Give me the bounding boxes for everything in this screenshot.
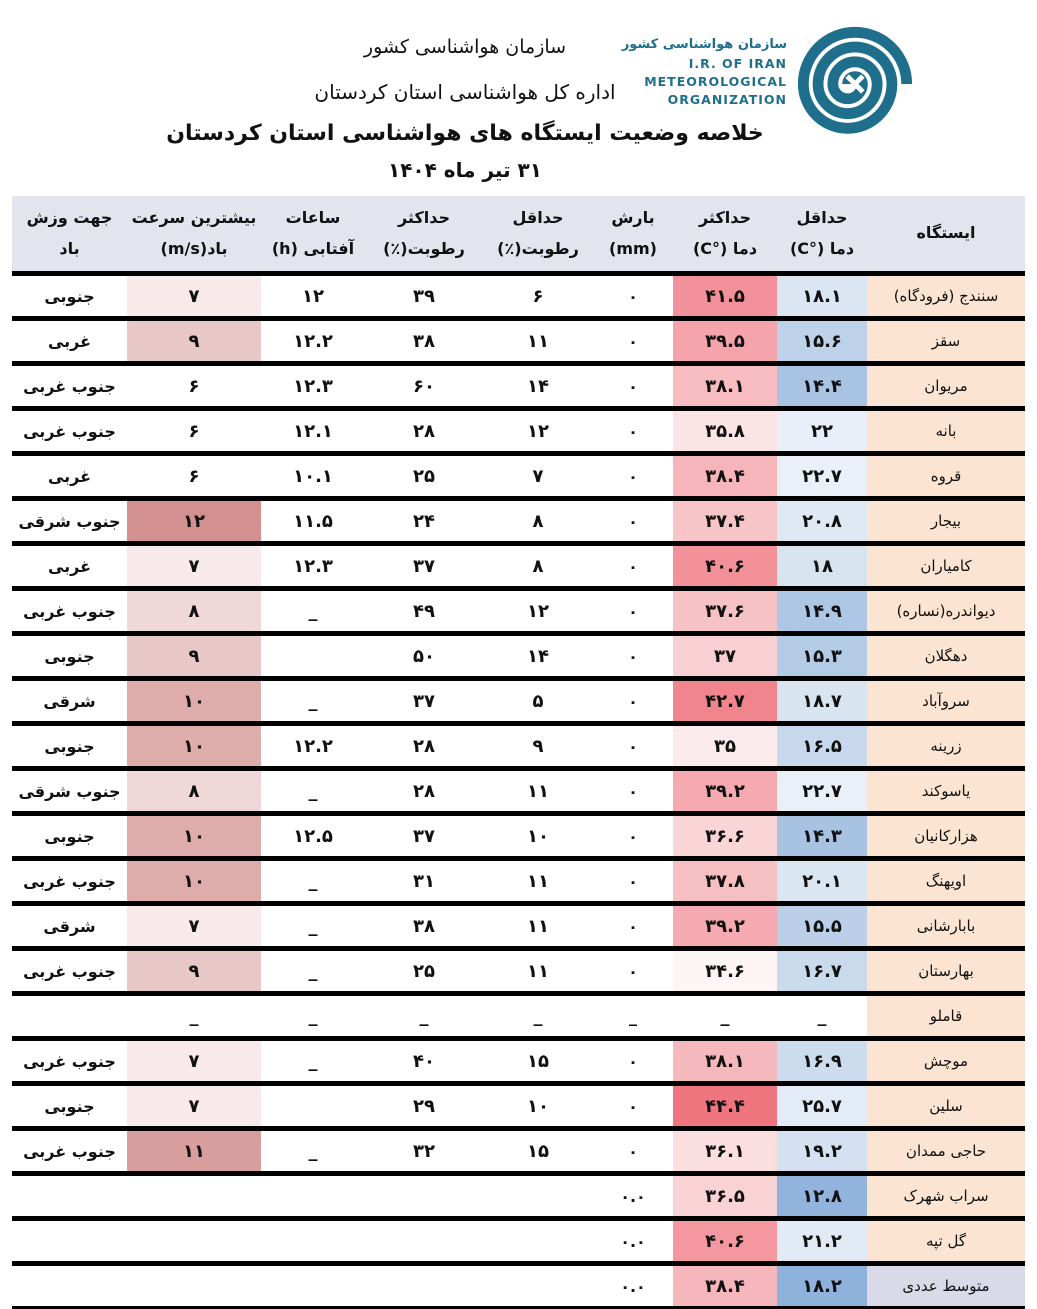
cell-max_hum: ۲۸ [365, 769, 483, 814]
cell-station: اویهنگ [867, 859, 1025, 904]
table-row [12, 724, 1025, 769]
cell-wind_dir: جنوبی [12, 634, 127, 679]
cell-sunshine: ۱۲.۲ [261, 724, 365, 769]
cell-min_hum: ۷ [483, 454, 593, 499]
org-logo-en2: METEOROLOGICAL [644, 73, 787, 89]
cell-wind_dir: غربی [12, 319, 127, 364]
cell-precip: ۰ [593, 499, 673, 544]
table-row [12, 994, 1025, 1039]
cell-sunshine: ۱۱.۵ [261, 499, 365, 544]
weather-stations-table [12, 196, 1025, 1309]
org-logo-en1: I.R. OF IRAN [688, 55, 787, 71]
cell-precip: ۰.۰ [593, 1174, 673, 1219]
cell-wind_dir [12, 994, 127, 1039]
cell-precip: ۰ [593, 409, 673, 454]
cell-max_temp: ۳۵.۸ [673, 409, 777, 454]
cell-min_hum: ۱۰ [483, 1084, 593, 1129]
cell-min_hum [483, 1219, 593, 1264]
cell-wind_dir: جنوب غربی [12, 589, 127, 634]
table-row [12, 319, 1025, 364]
col-header-sunshine: ساعات آفتابی (h) [261, 196, 365, 274]
cell-max_temp: ۳۷.۶ [673, 589, 777, 634]
cell-max_hum: ۲۴ [365, 499, 483, 544]
cell-min_hum: ۱۲ [483, 589, 593, 634]
table-row [12, 364, 1025, 409]
cell-max_temp: ۳۷ [673, 634, 777, 679]
col-header-station: ایستگاه [867, 196, 1025, 274]
cell-max_hum: ۳۷ [365, 814, 483, 859]
cell-max_hum: ۳۲ [365, 1129, 483, 1174]
cell-sunshine [261, 1264, 365, 1309]
cell-min_hum: ۶ [483, 274, 593, 319]
cell-station: هزارکانیان [867, 814, 1025, 859]
cell-station: دهگلان [867, 634, 1025, 679]
cell-min_temp: ۲۲.۷ [777, 769, 867, 814]
cell-station: دیواندره(نساره) [867, 589, 1025, 634]
cell-sunshine: ۱۲.۲ [261, 319, 365, 364]
cell-station: قاملو [867, 994, 1025, 1039]
cell-min_temp: ۱۶.۷ [777, 949, 867, 994]
cell-station: بهارستان [867, 949, 1025, 994]
cell-max_hum: ۳۷ [365, 679, 483, 724]
cell-min_temp: ۱۸.۷ [777, 679, 867, 724]
org-logo-text [622, 36, 787, 109]
cell-precip: ۰.۰ [593, 1264, 673, 1309]
cell-max_temp: ۴۲.۷ [673, 679, 777, 724]
cell-max_hum: ۴۹ [365, 589, 483, 634]
table-row [12, 1129, 1025, 1174]
cell-wind_dir: جنوب شرقی [12, 499, 127, 544]
cell-precip: _ [593, 994, 673, 1039]
cell-max_hum [365, 1174, 483, 1219]
cell-min_hum: ۱۴ [483, 634, 593, 679]
cell-sunshine: _ [261, 904, 365, 949]
cell-wind_speed: ۶ [127, 364, 261, 409]
cell-wind_dir: جنوبی [12, 274, 127, 319]
cell-max_hum: ۲۸ [365, 409, 483, 454]
cell-min_temp: ۱۴.۴ [777, 364, 867, 409]
org-logo-fa: سازمان هواشناسی کشور [621, 37, 787, 52]
cell-min_hum: ۸ [483, 544, 593, 589]
cell-max_hum: ۳۷ [365, 544, 483, 589]
table-row [12, 589, 1025, 634]
spiral-icon [791, 18, 919, 150]
cell-min_hum: ۱۴ [483, 364, 593, 409]
cell-max_hum: ۴۰ [365, 1039, 483, 1084]
cell-min_temp: ۱۴.۳ [777, 814, 867, 859]
cell-max_hum: _ [365, 994, 483, 1039]
cell-precip: ۰ [593, 364, 673, 409]
cell-sunshine: _ [261, 949, 365, 994]
cell-wind_speed: ۶ [127, 409, 261, 454]
cell-min_temp: ۱۹.۲ [777, 1129, 867, 1174]
cell-precip: ۰ [593, 1039, 673, 1084]
cell-sunshine [261, 1084, 365, 1129]
cell-station: متوسط عددی [867, 1264, 1025, 1309]
table-row [12, 1084, 1025, 1129]
cell-wind_speed: ۸ [127, 769, 261, 814]
cell-min_hum: ۱۲ [483, 409, 593, 454]
cell-max_hum: ۳۸ [365, 904, 483, 949]
cell-min_temp: ۱۶.۹ [777, 1039, 867, 1084]
col-header-max_temp: حداکثر دما (°C) [673, 196, 777, 274]
cell-station: موچش [867, 1039, 1025, 1084]
org-name-line: سازمان هواشناسی کشور [363, 36, 567, 58]
table-row [12, 1174, 1025, 1219]
cell-precip: ۰ [593, 724, 673, 769]
cell-max_hum: ۶۰ [365, 364, 483, 409]
cell-wind_dir [12, 1264, 127, 1309]
cell-wind_speed: ۷ [127, 1039, 261, 1084]
cell-precip: ۰ [593, 274, 673, 319]
cell-wind_dir: جنوبی [12, 1084, 127, 1129]
cell-sunshine: _ [261, 1129, 365, 1174]
cell-sunshine: ۱۰.۱ [261, 454, 365, 499]
cell-wind_speed: ۹ [127, 634, 261, 679]
cell-min_hum: ۸ [483, 499, 593, 544]
cell-max_temp: ۳۴.۶ [673, 949, 777, 994]
cell-station: سروآباد [867, 679, 1025, 724]
cell-min_hum: ۱۱ [483, 769, 593, 814]
cell-max_hum: ۲۵ [365, 949, 483, 994]
col-header-wind_dir: جهت وزش باد [12, 196, 127, 274]
table-header-row [12, 196, 1025, 274]
cell-min_hum: ۱۱ [483, 904, 593, 949]
cell-wind_speed: ۶ [127, 454, 261, 499]
cell-max_temp: ۴۰.۶ [673, 544, 777, 589]
cell-max_hum: ۳۹ [365, 274, 483, 319]
cell-station: سلین [867, 1084, 1025, 1129]
cell-wind_dir: جنوب غربی [12, 1129, 127, 1174]
cell-max_hum: ۲۵ [365, 454, 483, 499]
cell-precip: ۰ [593, 904, 673, 949]
cell-station: قروه [867, 454, 1025, 499]
cell-station: سقز [867, 319, 1025, 364]
cell-max_temp: ۳۹.۲ [673, 904, 777, 949]
report-header [0, 0, 1037, 196]
cell-precip: ۰ [593, 769, 673, 814]
col-header-min_temp: حداقل دما (°C) [777, 196, 867, 274]
cell-min_temp: ۱۸ [777, 544, 867, 589]
cell-min_temp: ۱۸.۱ [777, 274, 867, 319]
table-row [12, 814, 1025, 859]
cell-sunshine: _ [261, 679, 365, 724]
cell-min_temp: ۲۰.۸ [777, 499, 867, 544]
col-header-max_hum: حداکثر رطوبت(٪) [365, 196, 483, 274]
cell-max_temp: ۳۸.۴ [673, 1264, 777, 1309]
cell-wind_dir: جنوب غربی [12, 949, 127, 994]
cell-precip: ۰ [593, 544, 673, 589]
cell-min_hum: ۹ [483, 724, 593, 769]
cell-max_hum: ۲۸ [365, 724, 483, 769]
cell-min_temp: ۲۰.۱ [777, 859, 867, 904]
table-row [12, 499, 1025, 544]
cell-wind_dir: جنوبی [12, 814, 127, 859]
cell-min_hum: ۱۵ [483, 1039, 593, 1084]
table-row [12, 1264, 1025, 1309]
cell-wind_speed: ۸ [127, 589, 261, 634]
cell-wind_dir: شرقی [12, 904, 127, 949]
cell-sunshine: ۱۲.۱ [261, 409, 365, 454]
table-row [12, 859, 1025, 904]
cell-wind_speed [127, 1264, 261, 1309]
cell-min_hum: ۱۰ [483, 814, 593, 859]
cell-sunshine [261, 1174, 365, 1219]
cell-min_temp: ۲۵.۷ [777, 1084, 867, 1129]
cell-wind_speed [127, 1219, 261, 1264]
cell-wind_speed: ۷ [127, 274, 261, 319]
cell-wind_dir [12, 1174, 127, 1219]
cell-station: مریوان [867, 364, 1025, 409]
cell-min_hum [483, 1174, 593, 1219]
report-date: ۳۱ تیر ماه ۱۴۰۴ [388, 158, 542, 182]
cell-min_hum: ۵ [483, 679, 593, 724]
cell-min_hum: ۱۱ [483, 949, 593, 994]
cell-station: سنندج (فرودگاه) [867, 274, 1025, 319]
table-row [12, 544, 1025, 589]
cell-max_temp: ۳۵ [673, 724, 777, 769]
cell-max_temp: _ [673, 994, 777, 1039]
cell-max_temp: ۳۹.۲ [673, 769, 777, 814]
cell-wind_speed: ۱۰ [127, 679, 261, 724]
cell-wind_speed [127, 1174, 261, 1219]
org-logo [622, 18, 919, 150]
cell-precip: ۰ [593, 589, 673, 634]
cell-max_temp: ۳۶.۵ [673, 1174, 777, 1219]
cell-max_temp: ۳۶.۶ [673, 814, 777, 859]
cell-sunshine: ۱۲ [261, 274, 365, 319]
cell-station: یاسوکند [867, 769, 1025, 814]
cell-sunshine [261, 1219, 365, 1264]
cell-wind_speed: ۹ [127, 319, 261, 364]
cell-sunshine: _ [261, 994, 365, 1039]
table-row [12, 1039, 1025, 1084]
cell-max_hum: ۳۱ [365, 859, 483, 904]
cell-max_temp: ۴۰.۶ [673, 1219, 777, 1264]
org-logo-en3: ORGANIZATION [667, 92, 787, 108]
cell-wind_dir: غربی [12, 454, 127, 499]
cell-wind_dir: جنوب غربی [12, 364, 127, 409]
cell-min_temp: ۲۲.۷ [777, 454, 867, 499]
cell-wind_dir: غربی [12, 544, 127, 589]
cell-min_temp: ۲۱.۲ [777, 1219, 867, 1264]
cell-sunshine: ۱۲.۵ [261, 814, 365, 859]
cell-max_temp: ۴۴.۴ [673, 1084, 777, 1129]
cell-max_temp: ۳۸.۱ [673, 364, 777, 409]
cell-precip: ۰.۰ [593, 1219, 673, 1264]
cell-station: حاجی ممدان [867, 1129, 1025, 1174]
cell-station: بابارشانی [867, 904, 1025, 949]
cell-max_hum: ۲۹ [365, 1084, 483, 1129]
cell-min_temp: _ [777, 994, 867, 1039]
cell-wind_speed: ۱۰ [127, 724, 261, 769]
cell-wind_dir [12, 1219, 127, 1264]
cell-max_temp: ۳۹.۵ [673, 319, 777, 364]
cell-sunshine: ۱۲.۳ [261, 364, 365, 409]
cell-wind_speed: ۷ [127, 904, 261, 949]
cell-max_temp: ۳۷.۸ [673, 859, 777, 904]
office-name-line: اداره کل هواشناسی استان کردستان [314, 80, 616, 104]
cell-min_temp: ۱۴.۹ [777, 589, 867, 634]
cell-sunshine: _ [261, 769, 365, 814]
table-row [12, 949, 1025, 994]
cell-min_temp: ۱۵.۳ [777, 634, 867, 679]
cell-sunshine [261, 634, 365, 679]
cell-sunshine: _ [261, 1039, 365, 1084]
cell-wind_speed: ۱۰ [127, 859, 261, 904]
cell-precip: ۰ [593, 1129, 673, 1174]
cell-max_hum [365, 1219, 483, 1264]
cell-sunshine: _ [261, 589, 365, 634]
cell-max_temp: ۳۷.۴ [673, 499, 777, 544]
cell-max_temp: ۴۱.۵ [673, 274, 777, 319]
cell-wind_dir: جنوبی [12, 724, 127, 769]
cell-min_temp: ۱۲.۸ [777, 1174, 867, 1219]
cell-station: زرینه [867, 724, 1025, 769]
cell-station: بیجار [867, 499, 1025, 544]
cell-precip: ۰ [593, 859, 673, 904]
table-row [12, 1219, 1025, 1264]
cell-precip: ۰ [593, 634, 673, 679]
table-row [12, 454, 1025, 499]
cell-wind_speed: ۱۰ [127, 814, 261, 859]
cell-station: گل تپه [867, 1219, 1025, 1264]
cell-wind_dir: شرقی [12, 679, 127, 724]
cell-precip: ۰ [593, 319, 673, 364]
cell-wind_dir: جنوب شرقی [12, 769, 127, 814]
cell-max_hum: ۵۰ [365, 634, 483, 679]
cell-min_temp: ۱۵.۵ [777, 904, 867, 949]
cell-wind_dir: جنوب غربی [12, 409, 127, 454]
cell-min_hum: _ [483, 994, 593, 1039]
cell-precip: ۰ [593, 679, 673, 724]
cell-wind_speed: ۷ [127, 544, 261, 589]
col-header-precip: بارش (mm) [593, 196, 673, 274]
table-row [12, 679, 1025, 724]
table-row [12, 634, 1025, 679]
cell-station: بانه [867, 409, 1025, 454]
cell-min_hum: ۱۱ [483, 859, 593, 904]
col-header-wind_speed: بیشترین سرعت باد(m/s) [127, 196, 261, 274]
cell-max_temp: ۳۶.۱ [673, 1129, 777, 1174]
table-row [12, 769, 1025, 814]
table-row [12, 409, 1025, 454]
cell-wind_speed: _ [127, 994, 261, 1039]
cell-sunshine: _ [261, 859, 365, 904]
cell-min_hum: ۱۵ [483, 1129, 593, 1174]
cell-wind_dir: جنوب غربی [12, 1039, 127, 1084]
cell-min_temp: ۱۸.۲ [777, 1264, 867, 1309]
table-row [12, 274, 1025, 319]
cell-precip: ۰ [593, 814, 673, 859]
cell-min_temp: ۱۵.۶ [777, 319, 867, 364]
cell-precip: ۰ [593, 454, 673, 499]
cell-wind_dir: جنوب غربی [12, 859, 127, 904]
cell-wind_speed: ۷ [127, 1084, 261, 1129]
cell-precip: ۰ [593, 949, 673, 994]
cell-min_temp: ۱۶.۵ [777, 724, 867, 769]
cell-wind_speed: ۱۱ [127, 1129, 261, 1174]
cell-max_temp: ۳۸.۴ [673, 454, 777, 499]
table-row [12, 904, 1025, 949]
cell-max_temp: ۳۸.۱ [673, 1039, 777, 1084]
cell-min_temp: ۲۲ [777, 409, 867, 454]
cell-wind_speed: ۹ [127, 949, 261, 994]
cell-precip: ۰ [593, 1084, 673, 1129]
cell-wind_speed: ۱۲ [127, 499, 261, 544]
page-title: خلاصه وضعیت ایستگاه های هواشناسی استان کردستان [166, 121, 764, 146]
col-header-min_hum: حداقل رطوبت(٪) [483, 196, 593, 274]
cell-max_hum [365, 1264, 483, 1309]
cell-min_hum: ۱۱ [483, 319, 593, 364]
cell-min_hum [483, 1264, 593, 1309]
cell-station: سراب شهرک [867, 1174, 1025, 1219]
cell-sunshine: ۱۲.۳ [261, 544, 365, 589]
cell-station: کامیاران [867, 544, 1025, 589]
cell-max_hum: ۳۸ [365, 319, 483, 364]
